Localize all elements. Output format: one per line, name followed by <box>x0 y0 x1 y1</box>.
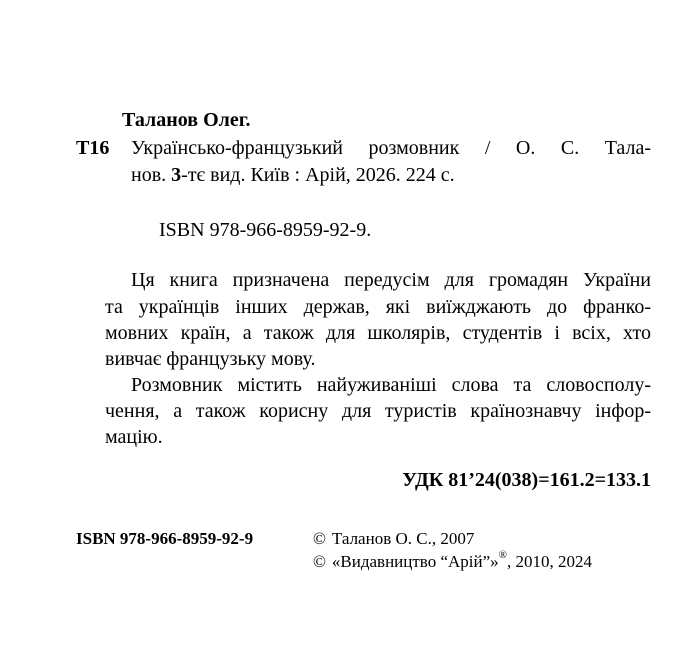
copyright-publisher-years: , 2010, 2024 <box>507 552 593 571</box>
annotation-line: вивчає французьку мову. <box>105 348 316 370</box>
title-line-2-prefix: нов. <box>131 164 172 186</box>
copyright-publisher-name: «Видавництво “Арій”» <box>331 552 499 571</box>
annotation-line: Розмовник містить найуживаніші слова та словосполу- <box>131 374 651 396</box>
annotation-line: мовних країн, а також для школярів, студентів і всіх, хто <box>105 322 651 344</box>
annotation-line: мацію. <box>105 426 163 448</box>
title-line-1: Українсько-французький розмовник / О. С. Тала- <box>131 137 651 159</box>
registered-trademark-icon: ® <box>498 549 508 562</box>
copyright-author-text: Таланов О. С., 2007 <box>331 529 475 548</box>
udk-code: УДК 81’24(038)=161.2=133.1 <box>402 469 651 491</box>
annotation-line: чення, а також корисну для туристів країнознавчу інфор- <box>105 400 651 422</box>
copyright-author <box>313 527 474 551</box>
isbn-catalog: ISBN 978-966-8959-92-9. <box>159 219 372 241</box>
copyright-icon: © <box>313 529 326 548</box>
copyright-publisher <box>313 550 592 574</box>
copyright-icon: © <box>313 552 326 571</box>
annotation-line: Ця книга призначена передусім для громадян України <box>131 269 651 291</box>
title-line-2-suffix: -тє вид. Київ : Арій, 2026. 224 с. <box>181 164 455 186</box>
isbn-footer: ISBN 978-966-8959-92-9 <box>76 529 254 548</box>
annotation-line: та українців інших держав, які виїжджають до франко- <box>105 296 651 318</box>
edition-number: 3 <box>171 164 182 186</box>
title-line-2 <box>131 163 455 187</box>
author-sign: Т16 <box>76 137 110 159</box>
author-name: Таланов Олег. <box>122 109 251 131</box>
